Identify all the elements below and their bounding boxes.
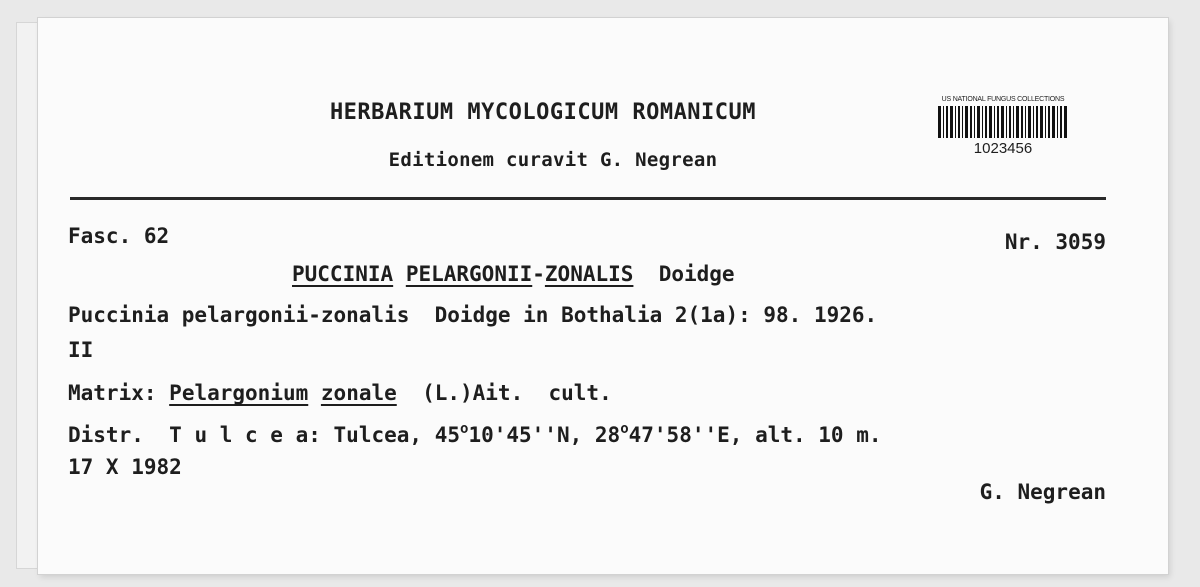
matrix-rest: (L.)Ait. cult. — [422, 381, 612, 405]
matrix-species: zonale — [320, 381, 397, 405]
taxon-dash: - — [532, 262, 545, 286]
longitude-rest: 47'58''E, — [628, 423, 743, 447]
degree-symbol: o — [620, 421, 629, 437]
distribution-county: T u l c e a: — [169, 423, 321, 447]
editor-line: Editionem curavit G. Negrean — [388, 149, 718, 171]
collection-date: 17 X 1982 — [68, 455, 182, 479]
taxon-author: Doidge — [658, 262, 735, 286]
taxon-genus: PUCCINIA — [292, 262, 394, 286]
matrix-label: Matrix: — [68, 381, 157, 405]
degree-symbol: o — [460, 421, 469, 437]
distribution-line — [68, 423, 882, 447]
exsiccata-number: Nr. 3059 — [1004, 230, 1106, 254]
latitude-rest: 10'45''N, — [468, 423, 583, 447]
barcode-icon — [938, 106, 1068, 138]
matrix-line — [68, 381, 612, 405]
collector: G. Negrean — [979, 480, 1106, 504]
barcode-number: 1023456 — [973, 140, 1033, 157]
distribution-locality: Tulcea, — [333, 423, 423, 447]
header-divider — [70, 197, 1106, 200]
spore-stage: II — [68, 338, 94, 362]
matrix-genus: Pelargonium — [169, 381, 309, 405]
citation: Puccinia pelargonii-zonalis Doidge in Bothalia 2(1a): 98. 1926. — [68, 303, 878, 327]
taxon-name — [292, 262, 735, 286]
taxon-epithet-1: PELARGONII — [405, 262, 533, 286]
fascicle: Fasc. 62 — [68, 224, 170, 248]
taxon-epithet-2: ZONALIS — [544, 262, 634, 286]
altitude: alt. 10 m. — [755, 423, 882, 447]
herbarium-title: HERBARIUM MYCOLOGICUM ROMANICUM — [329, 100, 757, 125]
barcode-sticker — [928, 96, 1078, 178]
distribution-label: Distr. — [68, 423, 144, 447]
latitude-degrees: 45 — [434, 423, 460, 447]
longitude-degrees: 28 — [594, 423, 621, 447]
specimen-label — [38, 18, 1168, 574]
barcode-caption: US NATIONAL FUNGUS COLLECTIONS — [941, 96, 1065, 103]
